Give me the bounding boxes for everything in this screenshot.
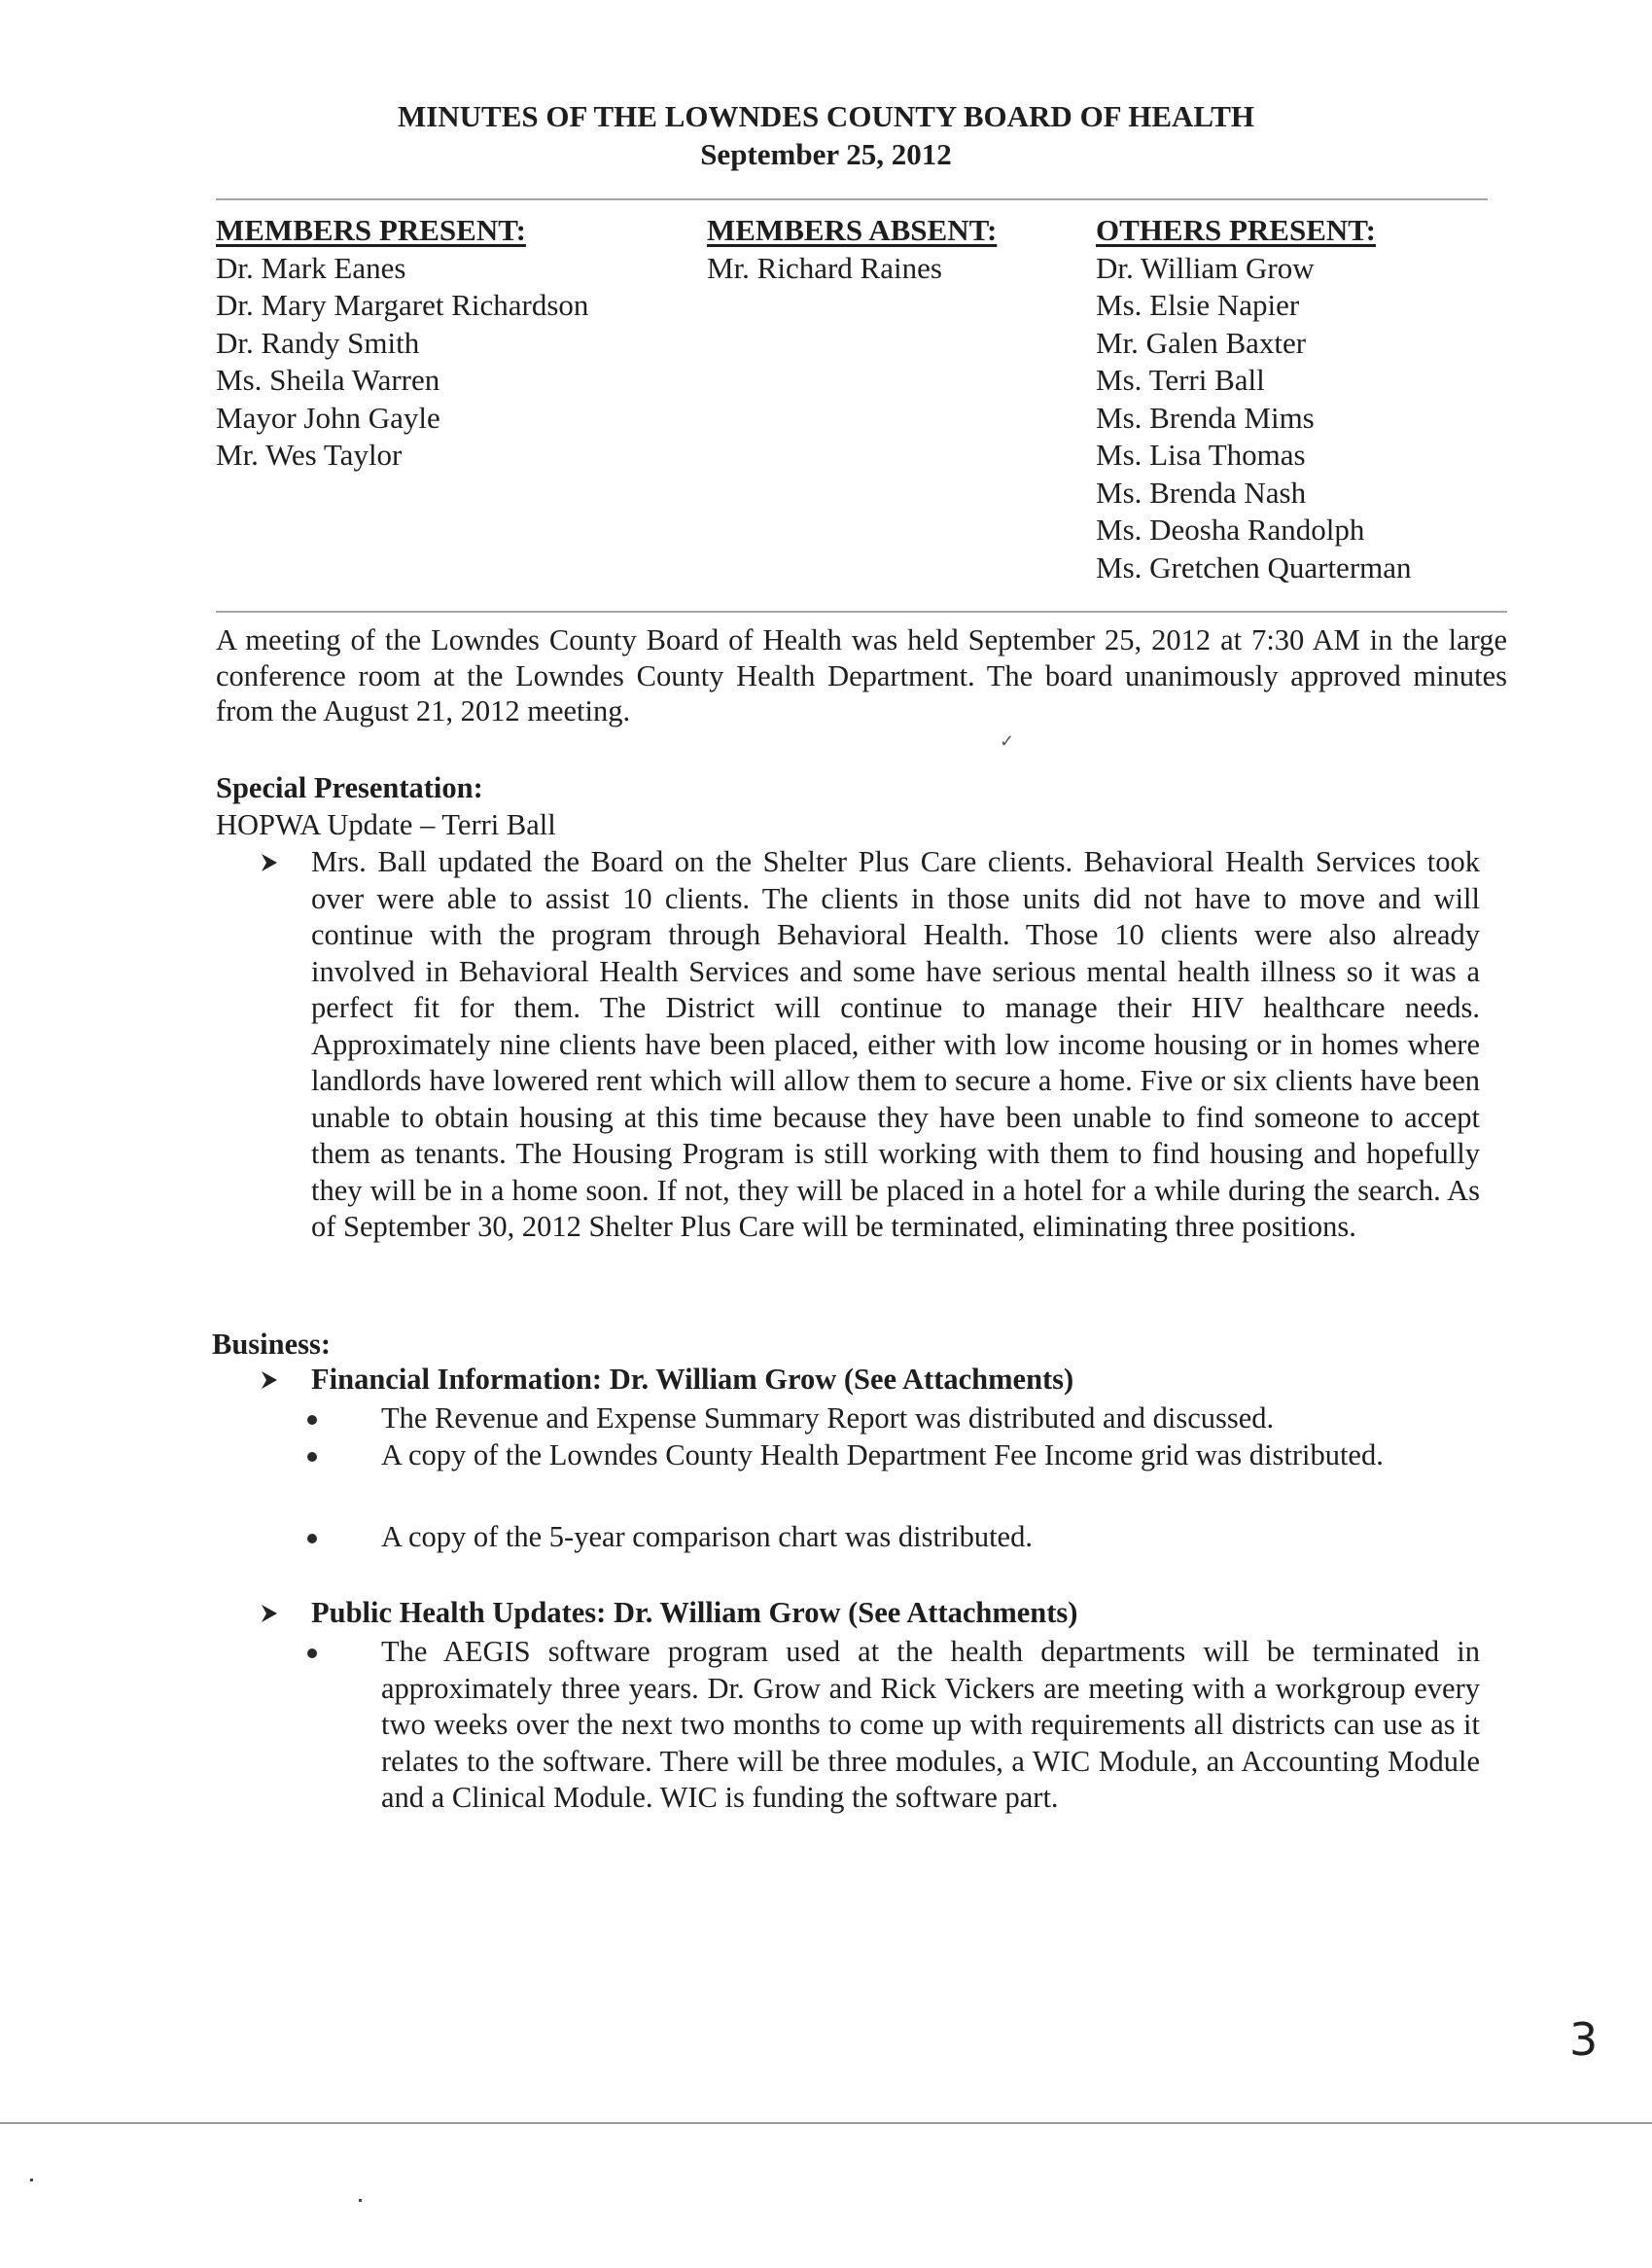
member-name: Dr. Mark Eanes: [216, 250, 406, 285]
intro-paragraph: A meeting of the Lowndes County Board of Health was held September 25, 2012 at 7:30 AM in the large conference room at the Lowndes County Health Department. The board unanimously approved minutes from the August 21, 2012 meeting.: [216, 623, 1507, 727]
filled-circle-bullet-icon: [307, 1648, 317, 1658]
others-present-column: [1096, 212, 1412, 586]
public-health-bullet-text: The AEGIS software program used at the health departments will be terminated in approximately three years. Dr. Grow and Rick Vickers are meeting with a workgroup every two weeks over the next two months to come up with requirements all districts can use as it relates to the software. There will be three modules, a WIC Module, an Accounting Module and a Clinical Module. WIC is funding the software part.: [381, 1635, 1480, 1814]
public-health-updates-title: Public Health Updates: Dr. William Grow (See Attachments): [311, 1596, 1078, 1629]
members-present-column: [216, 212, 588, 475]
document-title: MINUTES OF THE LOWNDES COUNTY BOARD OF HEALTH: [397, 99, 1255, 133]
others-present-heading: OTHERS PRESENT:: [1096, 213, 1376, 247]
other-name: Mr. Galen Baxter: [1096, 325, 1307, 360]
member-name: Mayor John Gayle: [216, 400, 440, 435]
top-divider: [216, 198, 1488, 200]
handwritten-checkmark-icon: ✓: [1000, 731, 1015, 751]
meeting-date: September 25, 2012: [700, 137, 952, 171]
financial-information-title: Financial Information: Dr. William Grow (See Attachments): [311, 1363, 1074, 1396]
arrowhead-right-icon: [261, 1362, 290, 1390]
members-present-heading: MEMBERS PRESENT:: [216, 213, 526, 247]
members-absent-column: [707, 212, 997, 287]
absent-member-name: Mr. Richard Raines: [707, 250, 942, 285]
other-name: Ms. Gretchen Quarterman: [1096, 549, 1412, 585]
special-presentation-heading: Special Presentation:: [216, 771, 483, 804]
arrowhead-right-icon: [261, 1595, 290, 1623]
other-name: Dr. William Grow: [1096, 250, 1315, 285]
filled-circle-bullet-icon: [307, 1452, 317, 1462]
arrowhead-right-icon: [261, 844, 290, 872]
hopwa-update-subheading: HOPWA Update – Terri Ball: [216, 808, 556, 841]
other-name: Ms. Deosha Randolph: [1096, 513, 1365, 547]
business-heading: Business:: [212, 1328, 332, 1361]
document-header: [0, 97, 1652, 173]
other-name: Ms. Brenda Nash: [1096, 475, 1307, 510]
financial-bullet-text: A copy of the 5-year comparison chart was distributed.: [381, 1520, 1033, 1553]
presentation-item-text: Mrs. Ball updated the Board on the Shelter Plus Care clients. Behavioral Health Services took over were able to assist 10 clients. The clients in those units did not have to move and will continue with the program through Behavioral Health. Those 10 clients were also already involved in Behavioral Health Services and some have serious mental health illness so it was a perfect fit for them. The District will continue to manage their HIV healthcare needs. Approximately nine clients have been placed, either with low income housing or in homes where landlords have lowered rent which will allow them to secure a home. Five or six clients have been unable to obtain housing at this time because they have been unable to find someone to accept them as tenants. The Housing Program is still working with them to find housing and hopefully they will be in a home soon. If not, they will be placed in a hotel for a while during the search. As of September 30, 2012 Shelter Plus Care will be terminated, eliminating three positions.: [311, 845, 1480, 1243]
filled-circle-bullet-icon: [307, 1534, 317, 1543]
member-name: Dr. Mary Margaret Richardson: [216, 288, 589, 322]
other-name: Ms. Brenda Mims: [1096, 400, 1315, 435]
financial-bullet-text: A copy of the Lowndes County Health Department Fee Income grid was distributed.: [381, 1438, 1384, 1471]
scan-speck: [30, 2179, 33, 2181]
page-bottom-edge: [0, 2122, 1652, 2124]
members-absent-heading: MEMBERS ABSENT:: [707, 213, 998, 247]
scan-speck: [359, 2199, 362, 2202]
attendance-divider: [216, 611, 1507, 613]
other-name: Ms. Elsie Napier: [1096, 288, 1300, 322]
member-name: Dr. Randy Smith: [216, 325, 420, 360]
page-number: 3: [1569, 2013, 1599, 2066]
member-name: Ms. Sheila Warren: [216, 363, 440, 397]
financial-bullet-text: The Revenue and Expense Summary Report was distributed and discussed.: [381, 1401, 1275, 1435]
member-name: Mr. Wes Taylor: [216, 438, 403, 472]
other-name: Ms. Lisa Thomas: [1096, 438, 1306, 472]
filled-circle-bullet-icon: [307, 1415, 317, 1425]
other-name: Ms. Terri Ball: [1096, 363, 1265, 397]
